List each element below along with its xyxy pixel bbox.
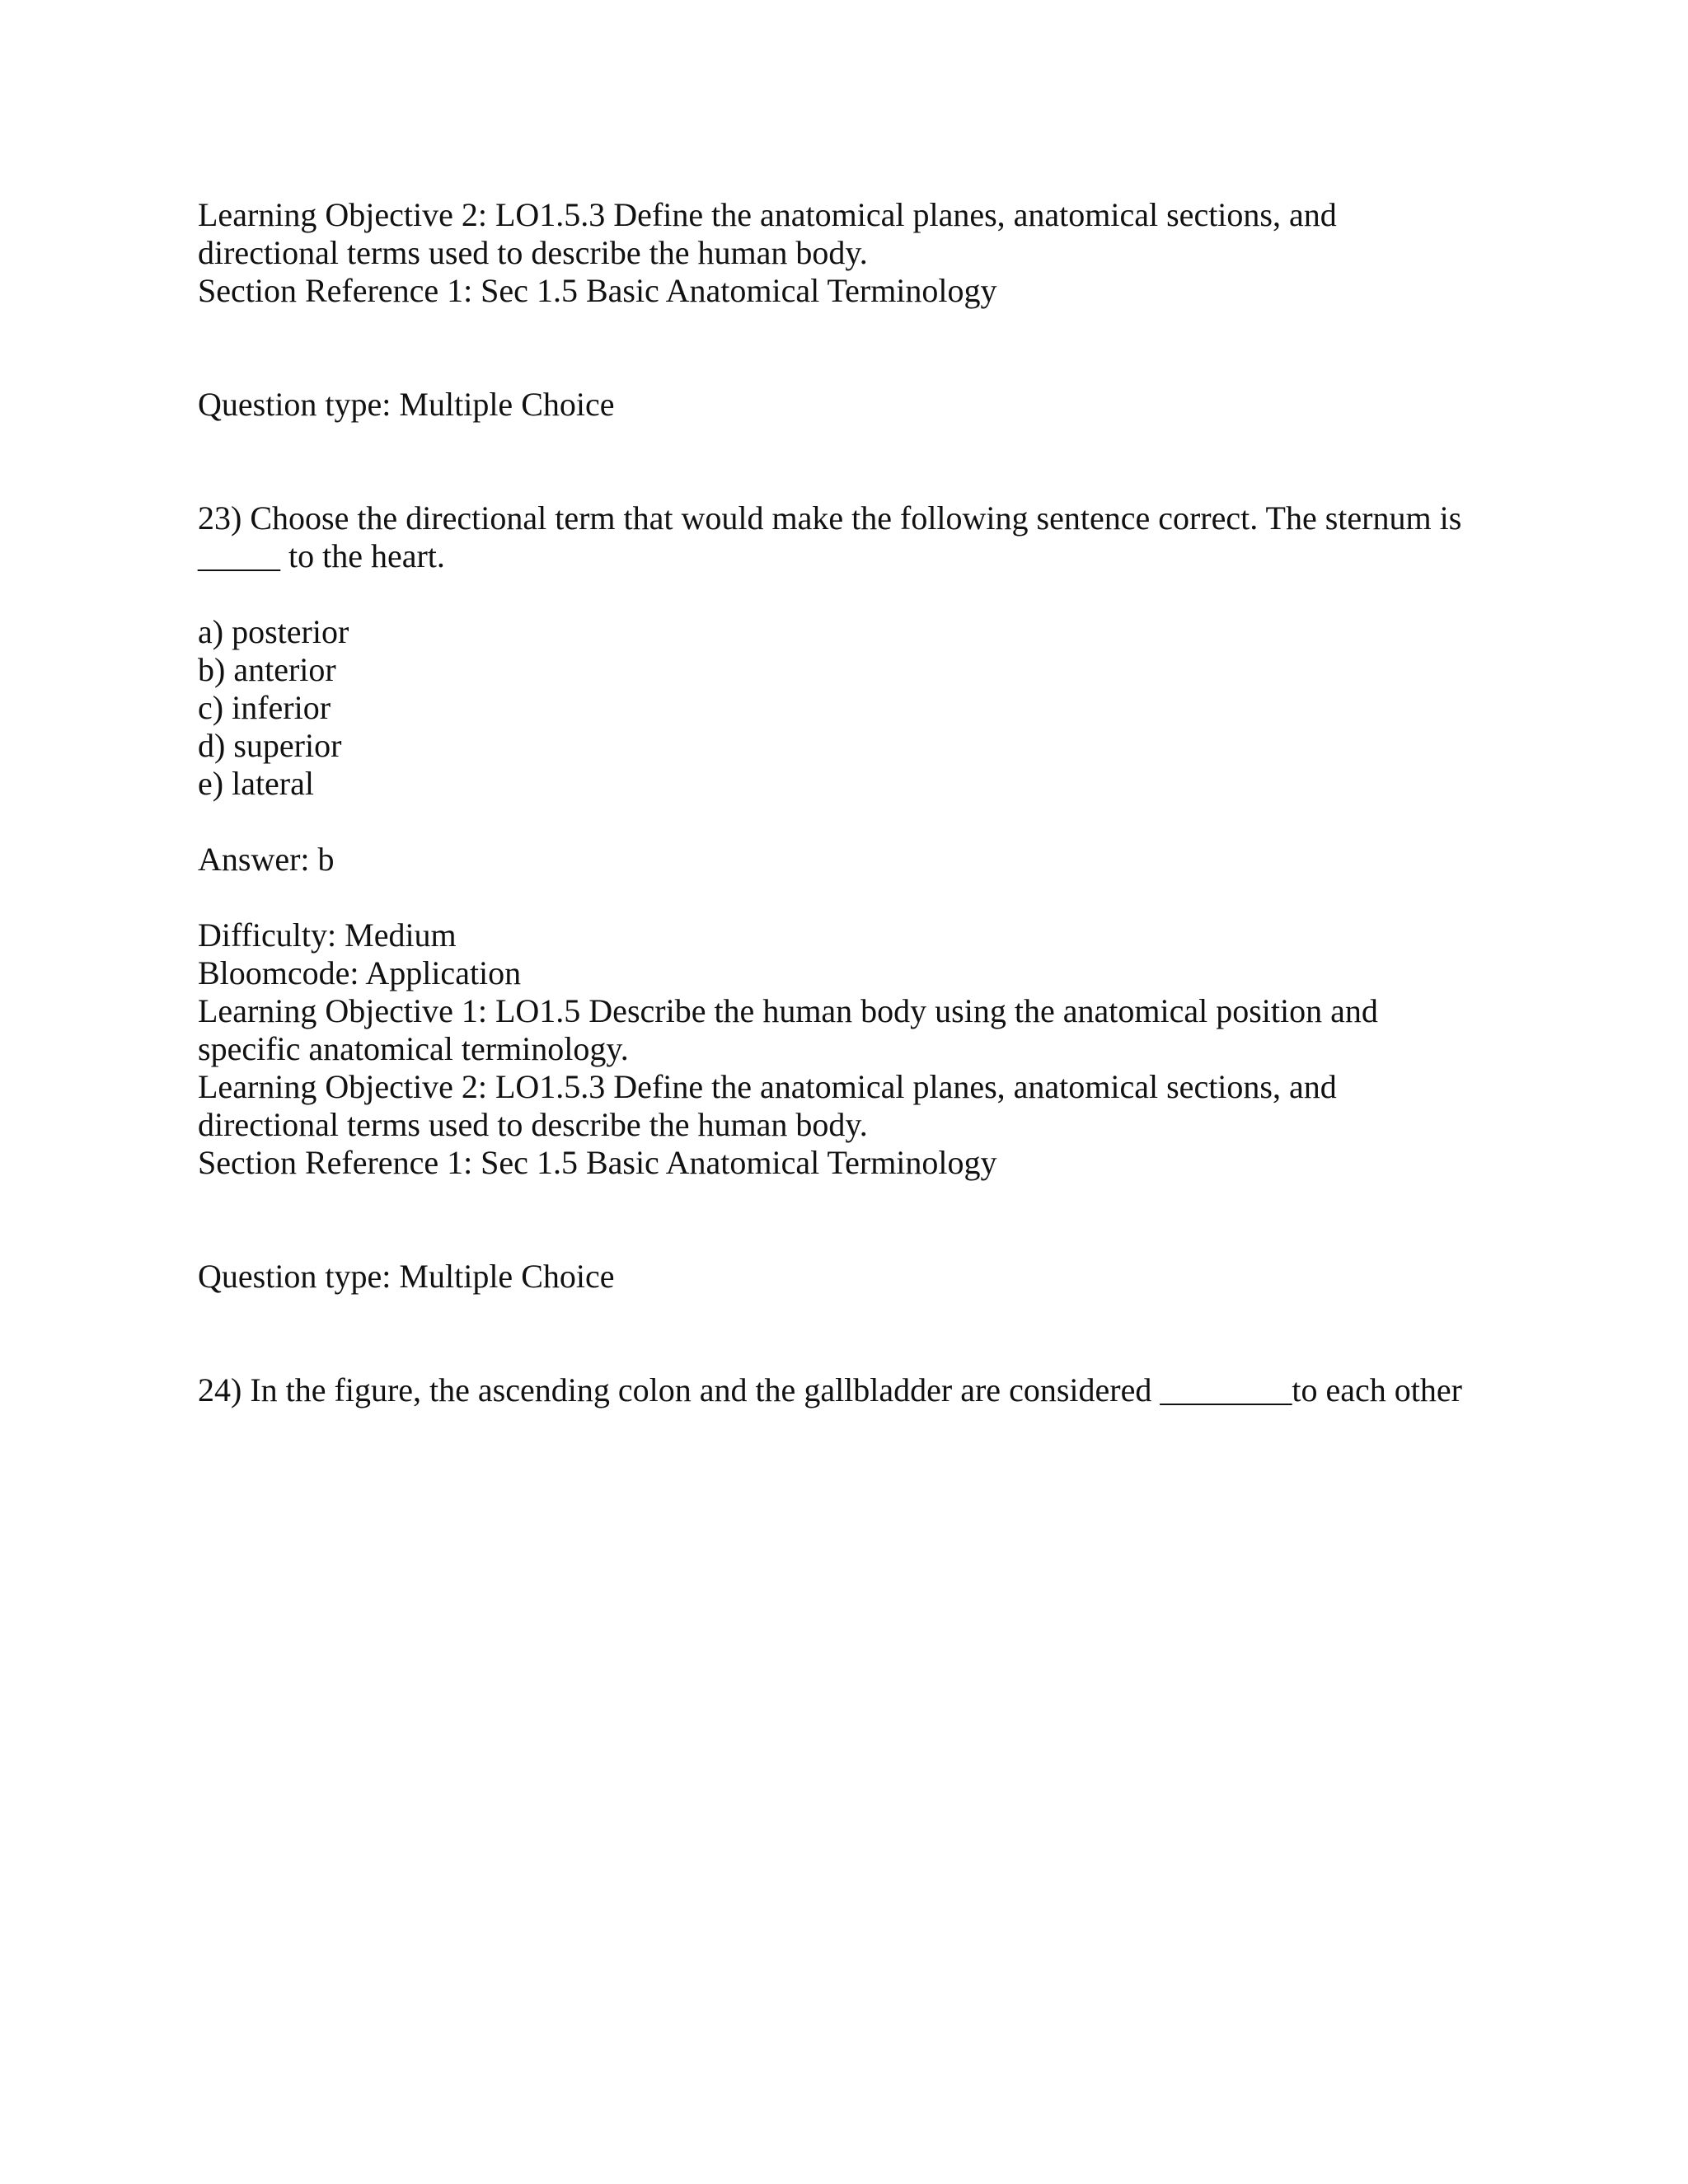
question-24-line-1: 24) In the figure, the ascending colon and the gallbladder are considered ________to each other [198,1371,1462,1408]
difficulty: Difficulty: Medium [198,916,457,954]
option-c: c) inferior [198,689,331,726]
section-reference: Section Reference 1: Sec 1.5 Basic Anatomical Terminology [198,272,997,309]
answer: Answer: b [198,841,335,878]
question-23-line-2: _____ to the heart. [198,537,445,574]
spacer [198,1182,1517,1258]
section-reference: Section Reference 1: Sec 1.5 Basic Anatomical Terminology [198,1144,997,1181]
learning-objective-2-line-2: directional terms used to describe the human body. [198,1106,868,1143]
question-type: Question type: Multiple Choice [198,386,615,423]
spacer [198,575,1517,613]
question-23-line-1: 23) Choose the directional term that would make the following sentence correct. The sternum is [198,499,1462,537]
option-a: a) posterior [198,613,349,650]
learning-objective-2-line-2: directional terms used to describe the human body. [198,234,868,271]
question-type: Question type: Multiple Choice [198,1258,615,1295]
option-d: d) superior [198,727,342,764]
learning-objective-1-line-1: Learning Objective 1: LO1.5 Describe the human body using the anatomical position and [198,992,1378,1029]
spacer [198,879,1517,916]
option-e: e) lateral [198,765,314,802]
bloomcode: Bloomcode: Application [198,954,522,991]
spacer [198,310,1517,386]
spacer [198,803,1517,841]
document-page [198,196,1517,1409]
answer-options [198,613,1517,803]
option-b: b) anterior [198,651,336,688]
learning-objective-1-line-2: specific anatomical terminology. [198,1030,629,1067]
spacer [198,1296,1517,1371]
learning-objective-2-line-1: Learning Objective 2: LO1.5.3 Define the anatomical planes, anatomical sections, and [198,196,1337,233]
spacer [198,424,1517,499]
learning-objective-2-line-1: Learning Objective 2: LO1.5.3 Define the anatomical planes, anatomical sections, and [198,1068,1337,1105]
